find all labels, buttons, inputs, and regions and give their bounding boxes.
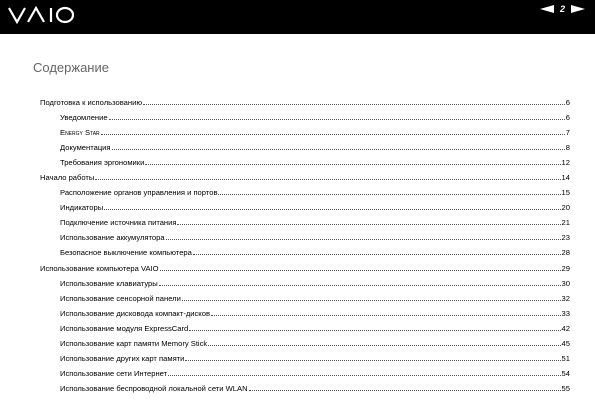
toc-subsection-link[interactable] [40, 366, 570, 381]
toc-page-number: 42 [561, 323, 570, 333]
toc-entry-title: Использование аккумулятора [60, 233, 165, 243]
arrow-right-icon[interactable] [571, 5, 585, 13]
toc-subsection-link[interactable] [40, 185, 570, 200]
dot-leader [168, 375, 560, 376]
toc-entry-title: Документация [60, 143, 111, 153]
dot-leader [159, 285, 561, 286]
toc-entry-title: Требования эргономики [60, 158, 145, 168]
toc-page-number: 23 [561, 233, 570, 243]
toc-entry-title: Использование сети Интернет [60, 368, 168, 378]
toc-entry-title: Расположение органов управления и портов [60, 188, 218, 198]
toc-page-number: 12 [561, 158, 570, 168]
toc-entry-title: Использование модуля ExpressCard [60, 323, 189, 333]
toc-subsection-link[interactable] [40, 306, 570, 321]
toc-page-number: 30 [561, 278, 570, 288]
dot-leader [211, 315, 561, 316]
toc-subsection-link[interactable] [40, 200, 570, 215]
toc-subsection-link[interactable] [40, 276, 570, 291]
toc-entry-title: Использование карт памяти Memory Stick [60, 338, 208, 348]
toc-page-number: 51 [561, 353, 570, 363]
dot-leader [109, 119, 565, 120]
toc-entry-title: Использование других карт памяти [60, 353, 185, 363]
toc-entry-title: Energy Star [60, 128, 100, 138]
dot-leader [182, 300, 561, 301]
toc-entry-title: Использование сенсорной панели [60, 293, 181, 303]
dot-leader [104, 209, 560, 210]
toc-page-number: 21 [561, 218, 570, 228]
toc-subsection-link[interactable] [40, 245, 570, 260]
dot-leader [143, 104, 565, 105]
toc-page-number: 8 [565, 143, 570, 153]
toc-page-number: 32 [561, 293, 570, 303]
toc-entry-title: Использование компьютера VAIO [40, 263, 159, 273]
toc-entry-title: Уведомление [60, 113, 108, 123]
dot-leader [160, 270, 561, 271]
dot-leader [218, 194, 560, 195]
toc-page-number: 28 [561, 248, 570, 258]
dot-leader [185, 360, 560, 361]
arrow-left-icon[interactable] [540, 5, 554, 13]
toc-subsection-link[interactable] [40, 110, 570, 125]
dot-leader [249, 390, 561, 391]
toc-page-number: 20 [561, 203, 570, 213]
dot-leader [145, 164, 560, 165]
dot-leader [208, 345, 560, 346]
toc-page-number: 55 [561, 383, 570, 393]
toc-subsection-link[interactable] [40, 291, 570, 306]
toc-section-link[interactable] [40, 95, 570, 110]
toc-subsection-link[interactable] [40, 321, 570, 336]
page-navigation [540, 3, 585, 15]
dot-leader [166, 239, 561, 240]
toc-page-number: 14 [561, 173, 570, 183]
dot-leader [95, 179, 560, 180]
toc-page-number: 45 [561, 338, 570, 348]
toc-page-number: 15 [561, 188, 570, 198]
toc-entry-title: Подготовка к использованию [40, 98, 143, 107]
toc-page-number: 29 [561, 263, 570, 273]
dot-leader [189, 330, 560, 331]
toc-entry-title: Начало работы [40, 173, 95, 183]
vaio-logo [8, 6, 76, 24]
toc-subsection-link[interactable] [40, 381, 570, 396]
table-of-contents [40, 95, 570, 396]
dot-leader [112, 149, 565, 150]
toc-page-number: 6 [565, 98, 570, 107]
header-bar [0, 0, 595, 34]
page-title: Содержание [33, 60, 109, 75]
toc-subsection-link[interactable] [40, 215, 570, 230]
dot-leader [193, 254, 561, 255]
toc-subsection-link[interactable] [40, 155, 570, 170]
dot-leader [177, 224, 560, 225]
toc-entry-title: Безопасное выключение компьютера [60, 248, 192, 258]
toc-section-link[interactable] [40, 170, 570, 185]
toc-entry-title: Использование беспроводной локальной сети WLAN [60, 383, 248, 393]
toc-entry-title: Использование клавиатуры [60, 278, 158, 288]
toc-subsection-link[interactable] [40, 351, 570, 366]
toc-subsection-link[interactable] [40, 140, 570, 155]
toc-section-link[interactable] [40, 261, 570, 276]
toc-page-number: 7 [565, 128, 570, 138]
toc-entry-title: Использование дисковода компакт-дисков [60, 308, 210, 318]
toc-subsection-link[interactable] [40, 336, 570, 351]
toc-entry-title: Подключение источника питания [60, 218, 177, 228]
toc-subsection-link[interactable] [40, 230, 570, 245]
toc-entry-title: Индикаторы [60, 203, 104, 213]
toc-page-number: 54 [561, 368, 570, 378]
dot-leader [101, 134, 565, 135]
page-number: 2 [559, 4, 565, 14]
toc-page-number: 33 [561, 308, 570, 318]
toc-subsection-link[interactable] [40, 125, 570, 140]
toc-page-number: 6 [565, 113, 570, 123]
